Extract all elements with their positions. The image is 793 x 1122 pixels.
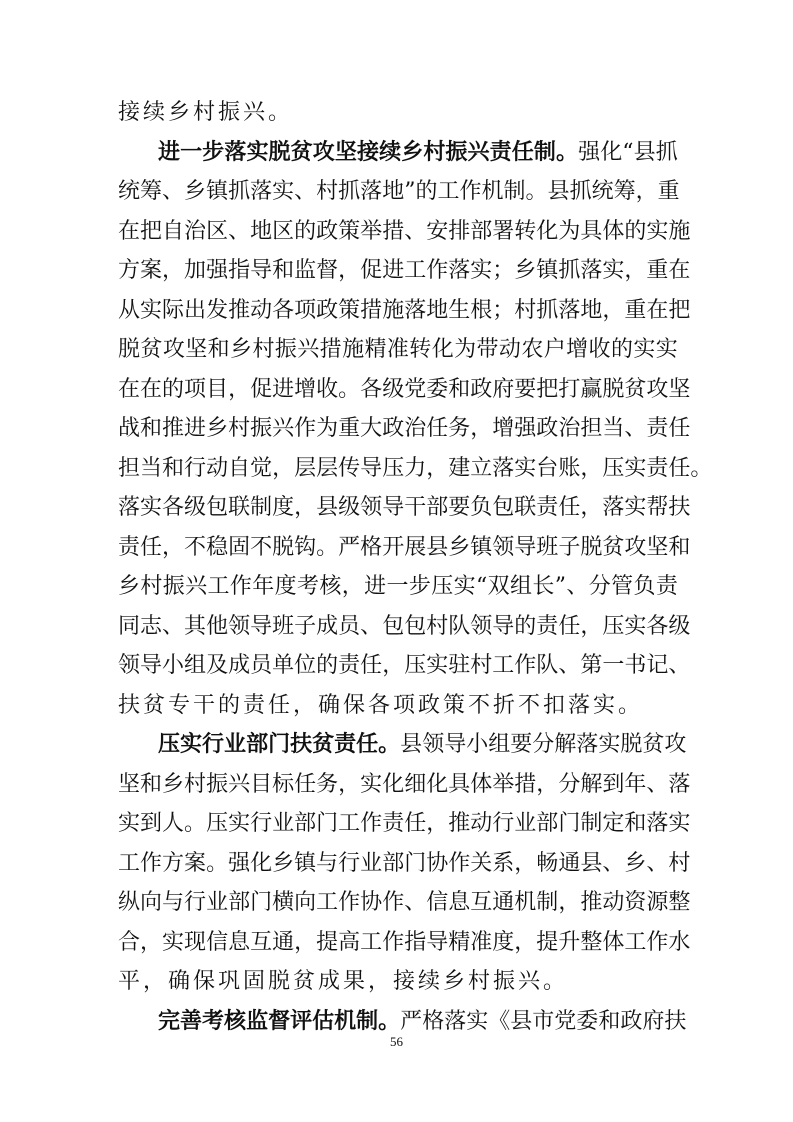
text-line: 进 一 步 落 实 脱 贫 攻 坚 接 续 乡 村 振 兴 责 任 制 。 强 化 “ 县 抓 <box>158 139 678 165</box>
text-line: 工 作 方 案 。 强 化 乡 镇 与 行 业 部 门 协 作 关 系 ， 畅 通 县 、 乡 、 村 <box>118 850 691 876</box>
text-line: 战 和 推 进 乡 村 振 兴 作 为 重 大 政 治 任 务 ， 增 强 政 治 担 当 、 责 任 <box>118 416 691 441</box>
text-line: 扶贫专干的责任，确保各项政策不折不扣落实。 <box>118 692 644 718</box>
text-line: 方 案 ， 加 强 指 导 和 监 督 ， 促 进 工 作 落 实 ； 乡 镇 抓 落 实 ， 重 在 <box>118 258 691 283</box>
text-line: 从 实 际 出 发 推 动 各 项 政 策 措 施 落 地 生 根 ； 村 抓 落 地 ， 重 在 把 <box>118 297 691 323</box>
text-line: 脱 贫 攻 坚 和 乡 村 振 兴 措 施 精 准 转 化 为 带 动 农 户 增 收 的 实 实 <box>118 337 678 362</box>
text-line: 完 善 考 核 监 督 评 估 机 制 。 严 格 落 实 《 县 市 党 委 和 政 府 扶 <box>158 1008 687 1034</box>
text-line: 合 ， 实 现 信 息 互 通 ， 提 高 工 作 指 导 精 准 度 ， 提 升 整 体 工 作 水 <box>118 929 691 955</box>
text-line: 平，确保巩固脱贫成果，接续乡村振兴。 <box>118 969 569 994</box>
text-line: 实 到 人 。 压 实 行 业 部 门 工 作 责 任 ， 推 动 行 业 部 门 制 定 和 落 实 <box>118 811 691 836</box>
text-line: 责 任 ， 不 稳 固 不 脱 钩 。 严 格 开 展 县 乡 镇 领 导 班 子 脱 贫 攻 坚 和 <box>118 534 691 560</box>
text-line: 压 实 行 业 部 门 扶 贫 责 任 。 县 领 导 小 组 要 分 解 落 实 脱 贫 攻 <box>158 732 687 757</box>
text-line: 统 筹 、 乡 镇 抓 落 实 、 村 抓 落 地 ” 的 工 作 机 制 。 县 抓 统 筹 ， 重 <box>118 179 680 204</box>
text-line: 领 导 小 组 及 成 员 单 位 的 责 任 ， 压 实 驻 村 工 作 队 、 第 一 书 记 、 <box>118 653 691 678</box>
page-number: 56 <box>390 1034 403 1049</box>
text-line: 落 实 各 级 包 联 制 度 ， 县 级 领 导 干 部 要 负 包 联 责 任 ， 落 实 帮 扶 <box>118 495 691 520</box>
text-line: 在 在 的 项 目 ， 促 进 增 收 。 各 级 党 委 和 政 府 要 把 打 赢 脱 贫 攻 坚 <box>118 376 691 402</box>
text-line: 坚 和 乡 村 振 兴 目 标 任 务 ， 实 化 细 化 具 体 举 措 ， 分 解 到 年 、 落 <box>118 771 691 797</box>
text-line: 担 当 和 行 动 自 觉 ， 层 层 传 导 压 力 ， 建 立 落 实 台 账 ， 压 实 责 任 。 <box>118 455 713 481</box>
text-line: 纵 向 与 行 业 部 门 横 向 工 作 协 作 、 信 息 互 通 机 制 ， 推 动 资 源 整 <box>118 890 691 915</box>
text-line: 乡 村 振 兴 工 作 年 度 考 核 ， 进 一 步 压 实 “ 双 组 长 ” 、 分 管 负 责 <box>118 574 678 599</box>
text-line: 同 志 、 其 他 领 导 班 子 成 员 、 包 包 村 队 领 导 的 责 任 ， 压 实 各 级 <box>118 613 691 639</box>
text-line: 接续乡村振兴。 <box>118 100 294 125</box>
text-line: 在 把 自 治 区 、 地 区 的 政 策 举 措 、 安 排 部 署 转 化 为 具 体 的 实 施 <box>118 218 691 244</box>
